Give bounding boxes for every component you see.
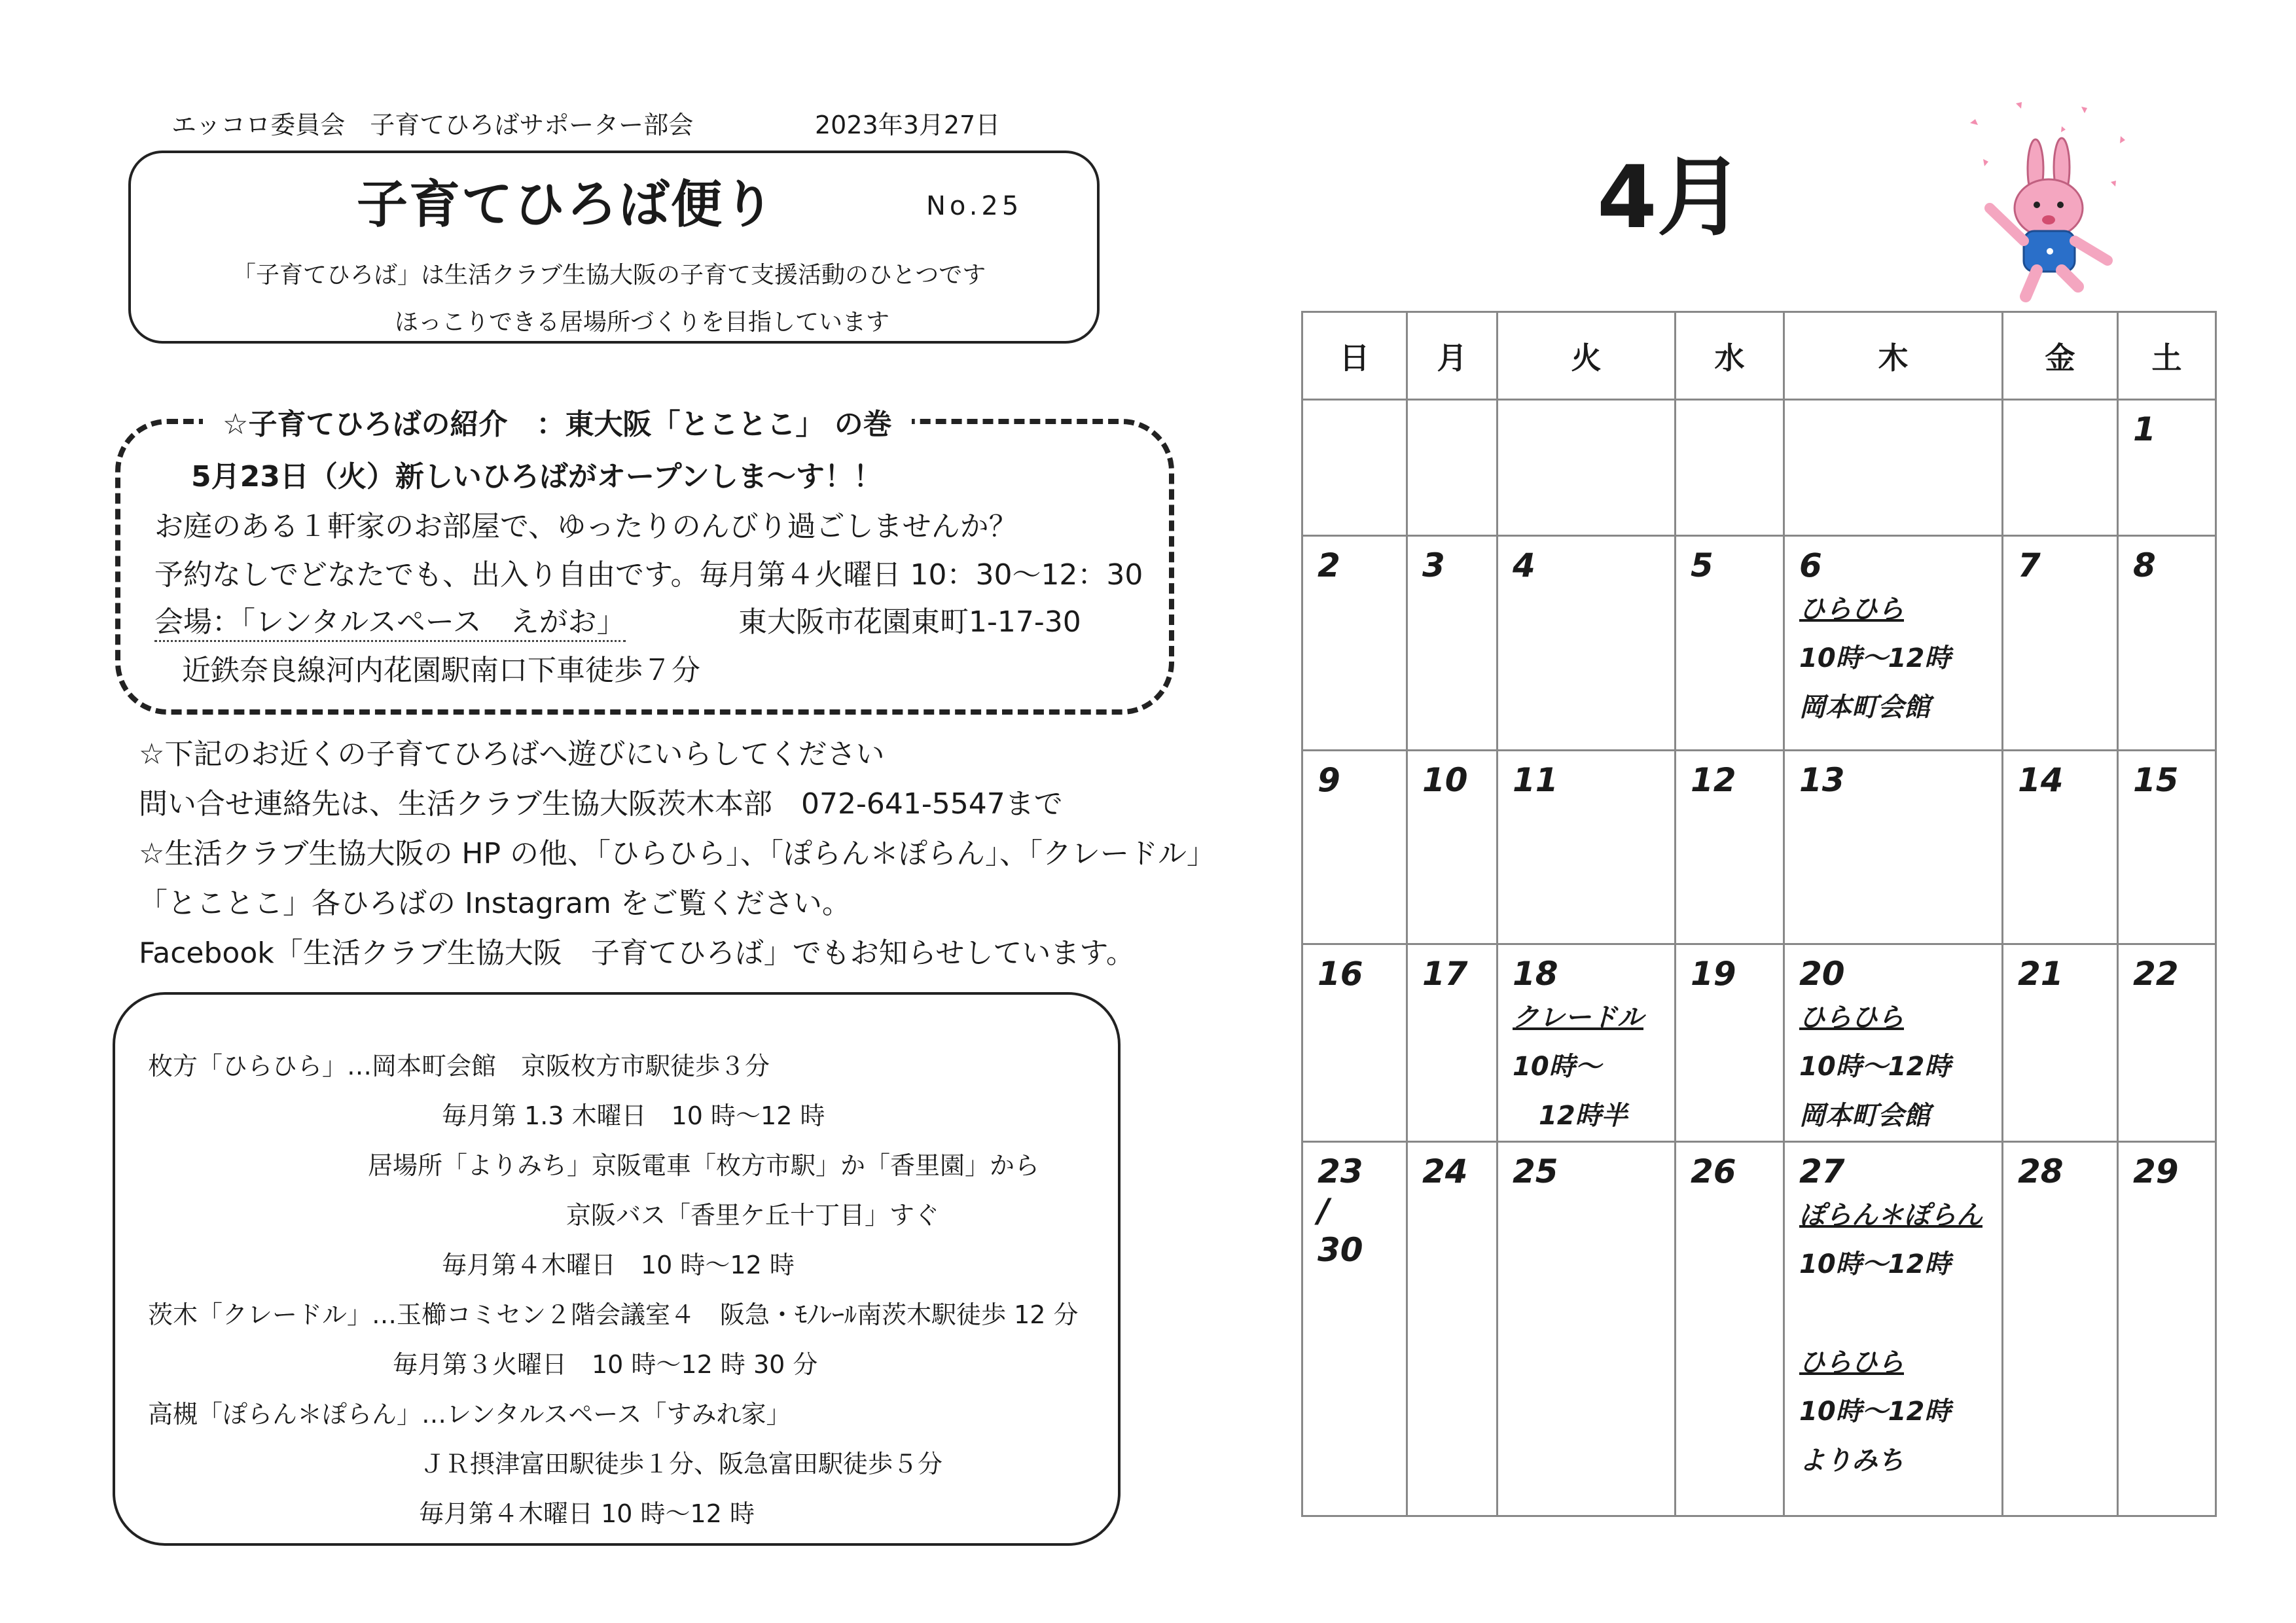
calendar-day-cell <box>2118 944 2216 1142</box>
day-number: 13 <box>1799 761 1845 799</box>
calendar-day-cell <box>1784 1142 2003 1516</box>
calendar-day-cell <box>1302 1142 1407 1516</box>
notice-line-4: 「とことこ」各ひろばの Instagram をご覧ください。 <box>139 887 851 920</box>
calendar-day-cell <box>2118 1142 2216 1516</box>
location-line: 高槻「ぽらん＊ぽらん」…レンタルスペース「すみれ家」 <box>148 1400 791 1429</box>
calendar-day-cell <box>2118 536 2216 751</box>
calendar-day-cell <box>1498 944 1676 1142</box>
notice-line-2: 問い合せ連絡先は、生活クラブ生協大阪茨木本部 072-641-5547まで <box>139 787 1063 821</box>
notice-line-5: Facebook「生活クラブ生協大阪 子育てひろば」でもお知らせしています。 <box>139 936 1135 970</box>
day-number: 2 <box>1318 546 1340 584</box>
calendar-day-cell <box>2118 751 2216 944</box>
calendar-day-cell <box>1407 751 1498 944</box>
location-line: 京阪バス「香里ケ丘十丁目」すぐ <box>566 1201 940 1230</box>
week-row <box>1302 751 2216 944</box>
weekday-tue: 火 <box>1498 312 1676 400</box>
calendar-day-cell <box>1498 751 1676 944</box>
calendar-day-cell <box>1676 751 1784 944</box>
calendar-day-cell <box>1784 944 2003 1142</box>
calendar-day-cell <box>1676 944 1784 1142</box>
day-number: 7 <box>2018 546 2041 584</box>
calendar-day-cell <box>1407 400 1498 536</box>
event-detail: よりみち <box>1799 1446 1904 1476</box>
calendar-table <box>1301 311 2217 1517</box>
calendar-day-cell <box>1407 536 1498 751</box>
weekday-header-row <box>1302 312 2216 400</box>
intro-headline: 5月23日（火）新しいひろばがオープンしま～す！！ <box>191 460 882 493</box>
event-detail: 10時～12時 <box>1799 1052 1951 1082</box>
day-number: 17 <box>1422 955 1468 993</box>
day-number: 22 <box>2133 955 2179 993</box>
calendar-day-cell <box>1676 1142 1784 1516</box>
event-name: ひらひら <box>1799 1003 1904 1033</box>
org-name: エッコロ委員会 子育てひろばサポーター部会 <box>171 111 694 139</box>
calendar-day-cell <box>1407 1142 1498 1516</box>
day-number: 16 <box>1318 955 1363 993</box>
calendar-day-cell <box>1302 944 1407 1142</box>
weekday-mon: 月 <box>1407 312 1498 400</box>
event-detail: 岡本町会館 <box>1799 1101 1930 1131</box>
day-number: 28 <box>2018 1152 2064 1190</box>
week-row <box>1302 536 2216 751</box>
day-number: 19 <box>1691 955 1736 993</box>
calendar-day-cell <box>2003 944 2118 1142</box>
day-number: 5 <box>1691 546 1713 584</box>
day-number: 29 <box>2133 1152 2179 1190</box>
day-number: 14 <box>2018 761 2064 799</box>
notice-line-1: ☆下記のお近くの子育てひろばへ遊びにいらしてください <box>139 738 885 771</box>
event-detail: 12時半 <box>1513 1101 1628 1131</box>
calendar-day-cell <box>1302 536 1407 751</box>
location-line: 毎月第４木曜日 10 時～12 時 <box>419 1499 755 1528</box>
tagline-1: 「子育てひろば」は生活クラブ生協大阪の子育て支援活動のひとつです <box>232 262 986 289</box>
rabbit-cheering-icon <box>1964 97 2134 306</box>
day-number: 15 <box>2133 761 2179 799</box>
location-line: 茨木「クレードル」…玉櫛コミセン２階会議室４ 阪急・ﾓﾉﾚｰﾙ南茨木駅徒歩 12 分 <box>148 1300 1079 1329</box>
location-line: ＪＲ摂津富田駅徒歩１分、阪急富田駅徒歩５分 <box>420 1450 943 1478</box>
calendar-day-cell <box>1676 536 1784 751</box>
week-row <box>1302 1142 2216 1516</box>
weekday-wed: 水 <box>1676 312 1784 400</box>
calendar-day-cell <box>2118 400 2216 536</box>
day-number: 11 <box>1513 761 1558 799</box>
notice-line-3: ☆生活クラブ生協大阪の HP の他、「ひらひら」、「ぽらん＊ぽらん」、「クレードル」 <box>139 837 1216 870</box>
day-number: 8 <box>2133 546 2156 584</box>
weekday-sun: 日 <box>1302 312 1407 400</box>
intro-line-2: 予約なしでどなたでも、出入り自由です。毎月第４火曜日 10：30～12：30 <box>154 558 1143 592</box>
intro-venue: 会場：「レンタルスペース えがお」 <box>154 598 626 642</box>
event-detail: 岡本町会館 <box>1799 692 1930 722</box>
calendar-day-cell <box>2003 751 2118 944</box>
event-detail: 10時～12時 <box>1799 643 1951 673</box>
calendar-day-cell <box>1498 1142 1676 1516</box>
intro-line-1: お庭のある１軒家のお部屋で、ゆったりのんびり過ごしませんか？ <box>154 510 1018 543</box>
day-number: 12 <box>1691 761 1736 799</box>
location-line: 毎月第３火曜日 10 時～12 時 30 分 <box>393 1350 818 1379</box>
week-row <box>1302 944 2216 1142</box>
day-number: 4 <box>1513 546 1535 584</box>
month-title: 4月 <box>1597 147 1744 248</box>
day-number: 23 / 30 <box>1318 1152 1363 1269</box>
intro-address: 東大阪市花園東町1-17-30 <box>738 605 1081 639</box>
weekday-fri: 金 <box>2003 312 2118 400</box>
event-detail: 10時～ <box>1513 1052 1602 1082</box>
event-detail <box>1785 1289 2001 1338</box>
event-name: クレードル <box>1513 1003 1643 1033</box>
issue-date: 2023年3月27日 <box>815 111 1001 139</box>
intro-access: 近鉄奈良線河内花園駅南口下車徒歩７分 <box>182 654 700 687</box>
location-line: 毎月第 1.3 木曜日 10 時～12 時 <box>442 1101 825 1130</box>
calendar-day-cell <box>1676 400 1784 536</box>
day-number: 9 <box>1318 761 1340 799</box>
weekday-sat: 土 <box>2118 312 2216 400</box>
issue-number: No.25 <box>926 191 1023 221</box>
calendar-day-cell <box>1784 400 2003 536</box>
weekday-thu: 木 <box>1784 312 2003 400</box>
event-name: ひらひら <box>1799 1347 1904 1378</box>
calendar-day-cell <box>1784 536 2003 751</box>
day-number: 26 <box>1691 1152 1736 1190</box>
intro-heading: ☆子育てひろばの紹介 ：東大阪「とことこ」 の巻 <box>203 401 912 442</box>
event-detail: 10時～12時 <box>1799 1249 1951 1279</box>
day-number: 18 <box>1513 955 1558 993</box>
day-number: 24 <box>1422 1152 1468 1190</box>
day-number: 6 <box>1799 546 1822 584</box>
day-number: 3 <box>1422 546 1445 584</box>
calendar-day-cell <box>1302 400 1407 536</box>
day-number: 20 <box>1799 955 1845 993</box>
event-name: ひらひら <box>1799 594 1904 624</box>
day-number: 1 <box>2133 410 2156 448</box>
calendar-day-cell <box>1498 536 1676 751</box>
calendar-day-cell <box>1498 400 1676 536</box>
calendar-day-cell <box>2003 400 2118 536</box>
calendar-day-cell <box>1302 751 1407 944</box>
day-number: 27 <box>1799 1152 1845 1190</box>
newsletter-title: 子育てひろば便り <box>357 175 776 234</box>
calendar-day-cell <box>2003 536 2118 751</box>
event-detail: 10時～12時 <box>1799 1397 1951 1427</box>
calendar-day-cell <box>1784 751 2003 944</box>
event-name: ぽらん＊ぽらん <box>1799 1200 1982 1230</box>
tagline-2: ほっこりできる居場所づくりを目指しています <box>395 309 890 336</box>
day-number: 25 <box>1513 1152 1558 1190</box>
location-line: 毎月第４木曜日 10 時～12 時 <box>442 1251 795 1279</box>
calendar-day-cell <box>1407 944 1498 1142</box>
location-line: 枚方「ひらひら」…岡本町会館 京阪枚方市駅徒歩３分 <box>148 1052 770 1080</box>
day-number: 21 <box>2018 955 2064 993</box>
location-line: 居場所「よりみち」京阪電車「枚方市駅」か「香里園」から <box>368 1151 1040 1180</box>
week-row <box>1302 400 2216 536</box>
day-number: 10 <box>1422 761 1468 799</box>
calendar-day-cell <box>2003 1142 2118 1516</box>
